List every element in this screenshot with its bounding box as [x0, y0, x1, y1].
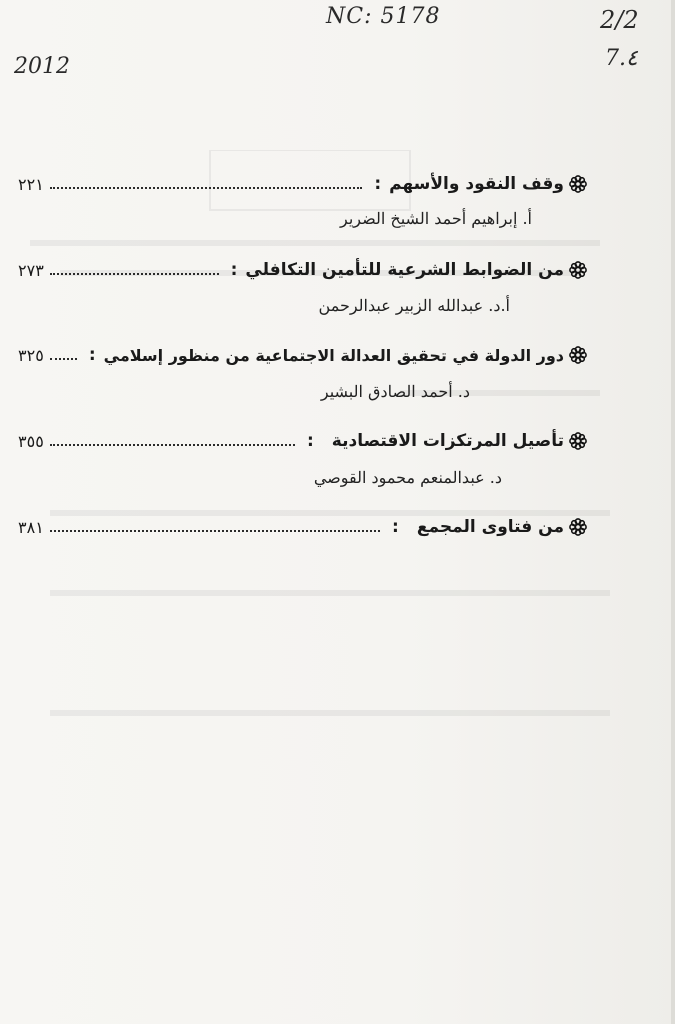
toc-entry-author: أ.د. عبدالله الزبير عبدالرحمن [318, 296, 510, 315]
toc-entry-title: من الضوابط الشرعية للتأمين التكافلي [245, 260, 564, 280]
toc-entry [18, 512, 588, 542]
flower-bullet-icon [568, 517, 588, 537]
toc-entry [18, 169, 588, 199]
flower-bullet-icon [568, 431, 588, 451]
dot-leader [50, 530, 380, 532]
handwritten-year: 2012 [14, 54, 70, 79]
toc-entry-author: أ. إبراهيم أحمد الشيخ الضرير [340, 209, 532, 228]
handwritten-note-top-right: 2/2 [600, 6, 639, 34]
handwritten-note-top-right-2: 7.٤ [605, 46, 638, 71]
flower-bullet-icon [568, 174, 588, 194]
toc-entry [18, 426, 588, 456]
toc-entry-colon: : [374, 174, 382, 194]
toc-entry-colon: : [88, 345, 96, 365]
flower-bullet-icon [568, 345, 588, 365]
toc-entry [18, 340, 588, 370]
toc-entry-title: من فتاوى المجمع [416, 517, 564, 537]
toc-entry-page: ٢٧٣ [18, 260, 44, 280]
toc-entry-colon: : [230, 260, 238, 280]
toc-entry-title: وقف النقود والأسهم [389, 174, 564, 194]
toc-entry-title: تأصيل المرتكزات الاقتصادية [331, 431, 564, 451]
toc-entry-page: ٣٥٥ [18, 431, 44, 451]
dot-leader [50, 187, 363, 189]
toc-entry-author: د. عبدالمنعم محمود القوصي [313, 468, 502, 487]
toc-entry-colon: : [392, 517, 399, 537]
toc-entry-page: ٣٢٥ [18, 345, 44, 365]
toc-entry-page: ٢٢١ [18, 174, 44, 194]
dot-leader [50, 358, 77, 360]
toc-entry-colon: : [306, 431, 314, 451]
toc-entry-author: د. أحمد الصادق البشير [320, 382, 470, 401]
flower-bullet-icon [568, 260, 588, 280]
dot-leader [50, 444, 295, 446]
dot-leader [50, 273, 219, 275]
handwritten-catalog-number: NC: 5178 [326, 4, 441, 29]
toc-entry-title: دور الدولة في تحقيق العدالة الاجتماعية من منظور إسلامي [103, 345, 564, 365]
toc-entry [18, 255, 588, 285]
toc-entry-page: ٣٨١ [18, 517, 44, 537]
